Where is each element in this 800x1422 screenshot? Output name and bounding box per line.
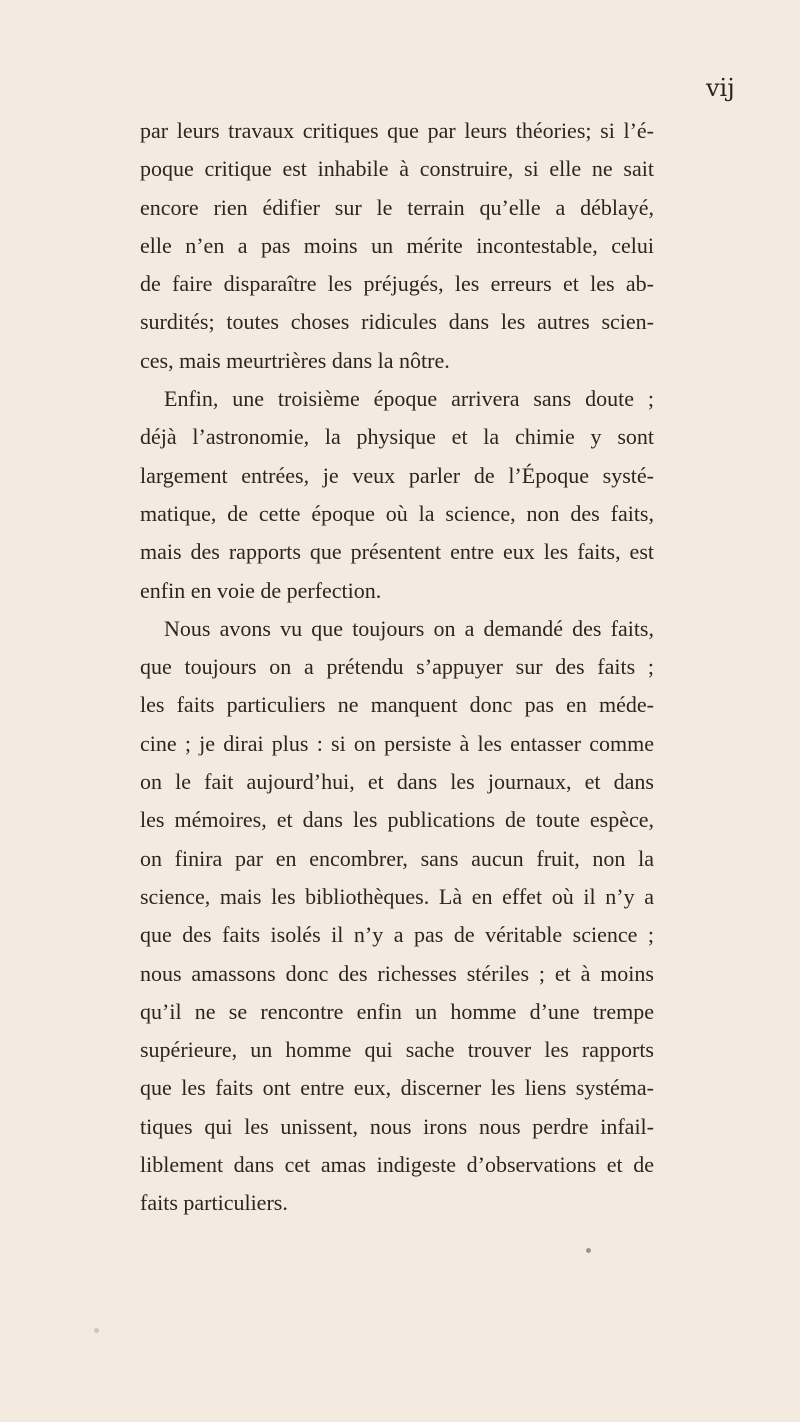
text-line: largement entrées, je veux parler de l’Époque systé- <box>140 462 654 488</box>
paragraph-1 <box>140 112 654 380</box>
text-line: Enfin, une troisième époque arrivera sans doute ; <box>164 386 654 412</box>
text-line: enfin en voie de perfection. <box>140 577 382 603</box>
text-line: on finira par en encombrer, sans aucun fruit, non la <box>140 845 654 871</box>
text-line: que les faits ont entre eux, discerner les liens systéma- <box>140 1075 654 1101</box>
text-line: faits particuliers. <box>140 1190 288 1216</box>
text-line: les faits particuliers ne manquent donc pas en méde- <box>140 692 654 718</box>
text-line: par leurs travaux critiques que par leurs théories; si l’é- <box>140 118 654 143</box>
text-line: liblement dans cet amas indigeste d’observations et de <box>140 1152 654 1178</box>
text-line: on le fait aujourd’hui, et dans les journaux, et dans <box>140 769 654 795</box>
text-line: poque critique est inhabile à construire, si elle ne sait <box>140 156 654 182</box>
paragraph-3 <box>140 610 654 1223</box>
text-line: elle n’en a pas moins un mérite incontestable, celui <box>140 232 654 258</box>
text-line: surdités; toutes choses ridicules dans les autres scien- <box>140 309 654 335</box>
text-line: de faire disparaître les préjugés, les erreurs et les ab- <box>140 271 654 297</box>
text-line: matique, de cette époque où la science, non des faits, <box>140 500 654 526</box>
text-line: nous amassons donc des richesses stériles ; et à moins <box>140 960 654 986</box>
ink-speck <box>586 1248 591 1253</box>
text-line: cine ; je dirai plus : si on persiste à les entasser comme <box>140 730 654 756</box>
text-line: encore rien édifier sur le terrain qu’elle a déblayé, <box>140 194 654 220</box>
text-line: science, mais les bibliothèques. Là en effet où il n’y a <box>140 883 654 909</box>
text-line: les mémoires, et dans les publications de toute espèce, <box>140 807 654 833</box>
page-number: vij <box>706 74 735 102</box>
text-line: supérieure, un homme qui sache trouver les rapports <box>140 1037 654 1063</box>
page-body <box>140 112 654 1223</box>
text-line: déjà l’astronomie, la physique et la chimie y sont <box>140 424 654 450</box>
text-line: que toujours on a prétendu s’appuyer sur des faits ; <box>140 654 654 680</box>
text-line: ces, mais meurtrières dans la nôtre. <box>140 347 450 373</box>
text-line: tiques qui les unissent, nous irons nous perdre infail- <box>140 1113 654 1139</box>
text-line: mais des rapports que présentent entre eux les faits, est <box>140 539 654 565</box>
text-line: que des faits isolés il n’y a pas de véritable science ; <box>140 922 654 948</box>
paragraph-2 <box>140 380 654 610</box>
text-line: Nous avons vu que toujours on a demandé des faits, <box>164 615 654 641</box>
ink-speck <box>94 1328 99 1333</box>
text-line: qu’il ne se rencontre enfin un homme d’une trempe <box>140 998 654 1024</box>
